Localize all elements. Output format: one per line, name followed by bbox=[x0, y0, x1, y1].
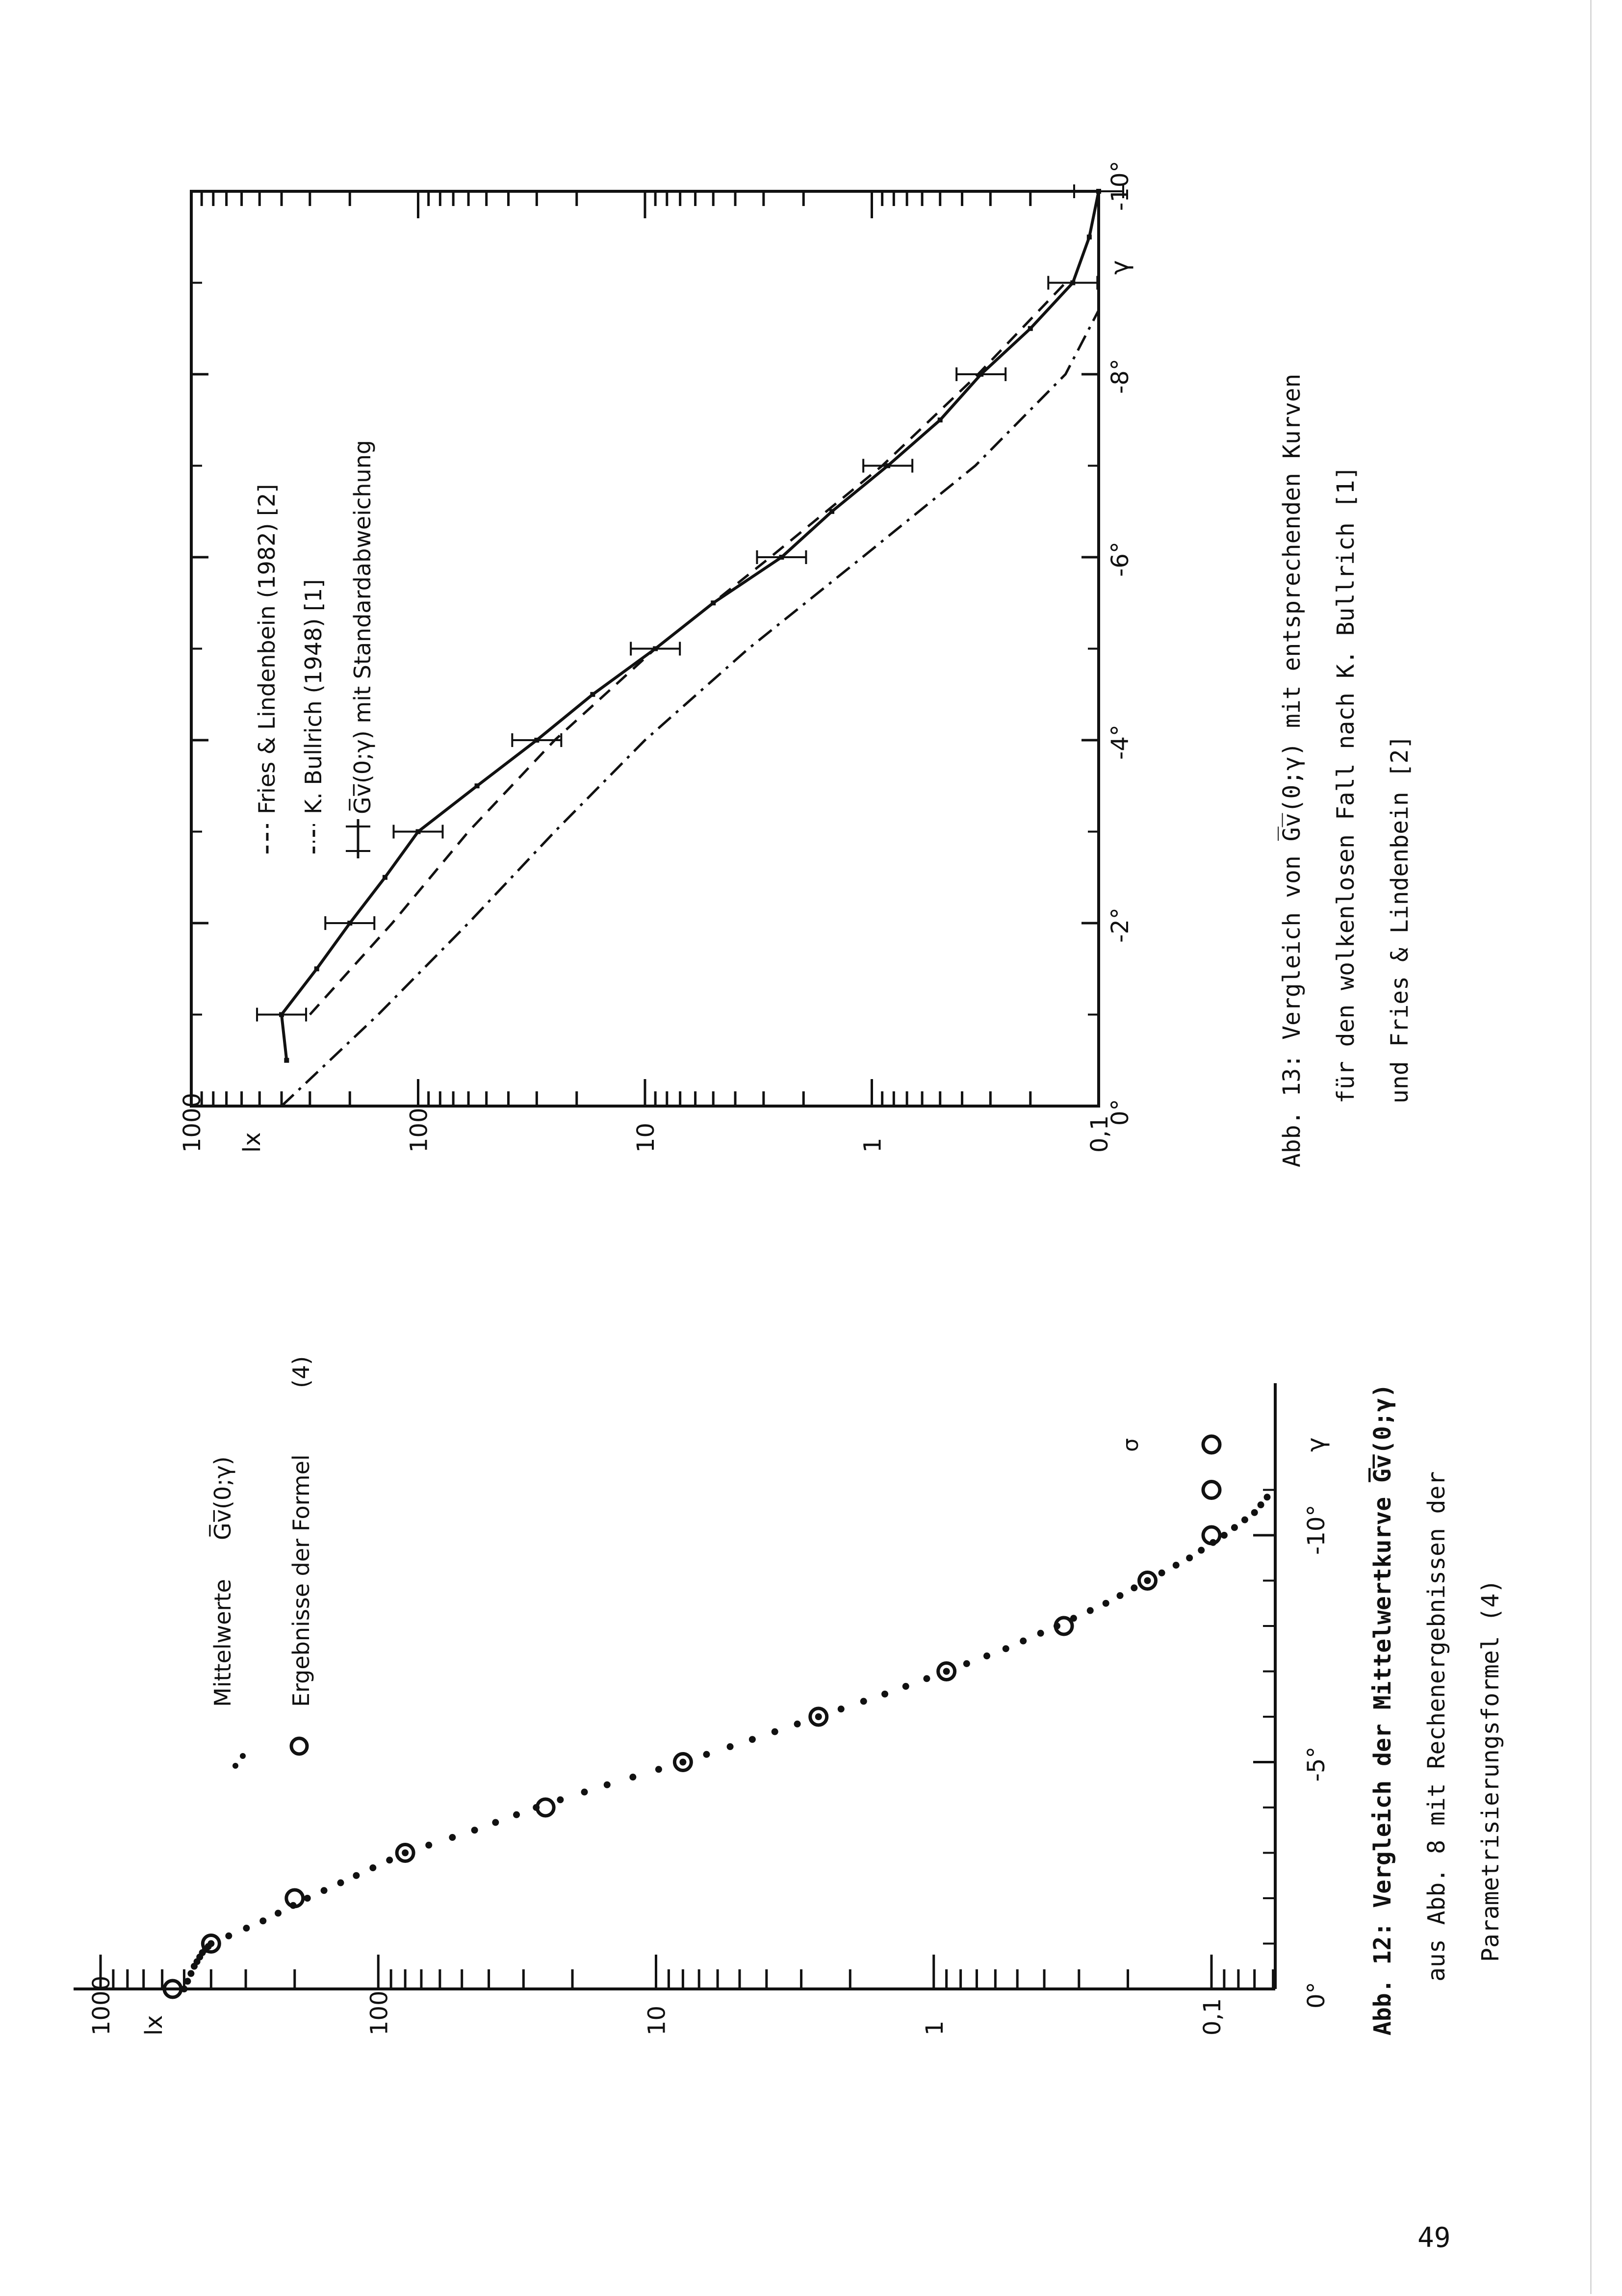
mean-value-dot bbox=[1198, 1547, 1205, 1554]
gamma-axis-tick-label: -5° bbox=[1303, 1746, 1330, 1782]
gamma-axis-tick-label: -6° bbox=[1107, 542, 1134, 577]
mean-value-dot bbox=[1117, 1592, 1124, 1599]
value-axis-tick-label: 0,1 bbox=[1086, 1115, 1113, 1153]
gamma-axis-tick-label: -10° bbox=[1107, 160, 1134, 211]
mean-value-dot bbox=[1020, 1638, 1027, 1645]
mean-value-dot bbox=[1241, 1517, 1248, 1523]
mean-point bbox=[590, 692, 595, 697]
mean-point bbox=[383, 875, 387, 880]
mean-value-dot bbox=[207, 1940, 214, 1947]
gamma-axis-tick-label: 0° bbox=[1303, 1982, 1330, 2009]
figure-13-caption-line: Abb. 13: Vergleich von G̅v̅(0;γ) mit entsprechenden Kurven bbox=[1278, 373, 1306, 1167]
mean-value-dot bbox=[679, 1759, 686, 1766]
mean-value-dot bbox=[815, 1713, 822, 1720]
mean-value-dot bbox=[243, 1925, 250, 1932]
formula-result-point bbox=[1203, 1436, 1220, 1453]
mean-value-dot bbox=[449, 1834, 456, 1841]
gamma-axis-tick-label: -10° bbox=[1303, 1504, 1330, 1555]
mean-value-dot bbox=[881, 1691, 888, 1698]
mean-value-dot bbox=[902, 1683, 909, 1690]
mean-value-dot bbox=[963, 1660, 970, 1667]
value-axis-tick-label: 1 bbox=[921, 2020, 949, 2036]
mean-point bbox=[284, 1058, 289, 1063]
mean-value-dot bbox=[275, 1910, 282, 1917]
fries-lindenbein-curve bbox=[310, 283, 1066, 1015]
legend-formula-label: Ergebnisse der Formel bbox=[288, 1454, 314, 1707]
mean-value-dot bbox=[425, 1842, 432, 1849]
gamma-axis-label: γ bbox=[1106, 260, 1134, 275]
value-axis-tick-label: 100 bbox=[405, 1108, 433, 1153]
legend-circle-marker bbox=[291, 1738, 307, 1754]
mean-value-dot bbox=[860, 1698, 867, 1705]
mean-stddev-curve bbox=[282, 191, 1099, 1060]
gamma-axis-tick-label: -8° bbox=[1107, 359, 1134, 394]
figure-12 bbox=[74, 1356, 1504, 2036]
legend-mean-label: G̅v̅(0;γ) mit Standardabweichung bbox=[349, 440, 376, 814]
figure-12-caption-line: Abb. 12: Vergleich der Mittelwertkurve G̅v̅(0;γ) bbox=[1369, 1383, 1396, 2036]
mean-point bbox=[1087, 234, 1092, 239]
mean-value-dot bbox=[353, 1872, 360, 1879]
legend-mean-formula: G̅v̅(0;γ) bbox=[209, 1456, 236, 1540]
mean-point bbox=[829, 509, 834, 514]
mean-value-dot bbox=[655, 1766, 662, 1773]
mean-value-dot bbox=[772, 1728, 778, 1735]
legend-formula-ref: (4) bbox=[288, 1356, 314, 1388]
legend-fries-label: Fries & Lindenbein (1982) [2] bbox=[254, 484, 280, 814]
mean-value-dot bbox=[983, 1652, 990, 1659]
figure-12-caption-line: Parametrisierungsformel (4) bbox=[1477, 1579, 1504, 1962]
mean-value-dot bbox=[321, 1887, 328, 1894]
mean-value-dot bbox=[703, 1751, 710, 1758]
mean-point bbox=[475, 783, 480, 788]
mean-value-dot bbox=[259, 1917, 266, 1924]
value-axis-tick-label: 10 bbox=[643, 2005, 671, 2036]
value-axis-tick-label: 1000 bbox=[179, 1092, 206, 1153]
value-axis-label: lx bbox=[238, 1132, 266, 1153]
mean-value-dot bbox=[581, 1789, 588, 1796]
mean-value-dot bbox=[727, 1743, 734, 1750]
mean-value-dot bbox=[184, 1978, 191, 1985]
value-axis-tick-label: 100 bbox=[365, 1990, 393, 2036]
mean-value-dot bbox=[1173, 1562, 1180, 1569]
bullrich-curve bbox=[282, 310, 1099, 1107]
mean-value-dot bbox=[1103, 1600, 1109, 1607]
mean-point bbox=[938, 417, 943, 422]
mean-value-dot bbox=[513, 1811, 520, 1818]
mean-value-dot bbox=[402, 1850, 409, 1857]
mean-value-dot bbox=[749, 1736, 756, 1743]
gamma-axis-tick-label: 0° bbox=[1107, 1099, 1134, 1126]
legend-dot-marker bbox=[240, 1753, 246, 1759]
mean-value-dot bbox=[386, 1857, 393, 1863]
figure-13 bbox=[179, 161, 1414, 1167]
value-axis-tick-label: 0,1 bbox=[1199, 1998, 1226, 2036]
mean-value-dot bbox=[1131, 1584, 1137, 1591]
mean-value-dot bbox=[225, 1933, 232, 1939]
mean-value-dot bbox=[1221, 1532, 1228, 1539]
mean-value-dot bbox=[1186, 1554, 1193, 1561]
figure-13-caption-line: und Fries & Lindenbein [2] bbox=[1386, 735, 1414, 1104]
mean-value-dot bbox=[1003, 1645, 1009, 1652]
mean-value-dot bbox=[629, 1774, 636, 1780]
mean-value-dot bbox=[1144, 1577, 1151, 1584]
gamma-axis-tick-label: -2° bbox=[1107, 907, 1134, 943]
legend-bullrich-label: K. Bullrich (1948) [1] bbox=[300, 579, 327, 814]
mean-value-dot bbox=[794, 1721, 801, 1728]
mean-value-dot bbox=[187, 1970, 194, 1977]
mean-value-dot bbox=[838, 1705, 845, 1712]
value-axis-tick-label: 1000 bbox=[88, 1975, 115, 2036]
mean-value-dot bbox=[604, 1781, 611, 1788]
figure-13-caption-line: für den wolkenlosen Fall nach K. Bullrich [1] bbox=[1332, 465, 1360, 1104]
legend-mean-label: Mittelwerte bbox=[209, 1579, 236, 1707]
mean-point bbox=[314, 966, 319, 971]
value-axis-label: lx bbox=[140, 2015, 168, 2036]
mean-value-dot bbox=[1251, 1509, 1258, 1516]
legend-dot-marker bbox=[232, 1763, 238, 1769]
mean-value-dot bbox=[304, 1895, 311, 1902]
value-axis-tick-label: 10 bbox=[632, 1122, 660, 1153]
gamma-axis-tick-label: -4° bbox=[1107, 724, 1134, 760]
value-axis-tick-label: 1 bbox=[859, 1137, 887, 1153]
gamma-axis-label: γ bbox=[1302, 1437, 1330, 1452]
mean-value-dot bbox=[943, 1668, 950, 1675]
mean-point bbox=[1028, 326, 1033, 331]
sigma-label: σ bbox=[1118, 1438, 1143, 1452]
page-number: 49 bbox=[1417, 2222, 1451, 2254]
mean-value-dot bbox=[337, 1880, 344, 1886]
mean-value-dot bbox=[1037, 1630, 1044, 1637]
scan-edge-line bbox=[1590, 0, 1592, 2294]
mean-value-dot bbox=[471, 1827, 478, 1833]
formula-result-point bbox=[537, 1799, 554, 1816]
figure-12-caption-line: aus Abb. 8 mit Rechenergebnissen der bbox=[1423, 1471, 1450, 1982]
formula-result-point bbox=[1203, 1482, 1220, 1498]
mean-value-dot bbox=[923, 1675, 930, 1682]
mean-value-dot bbox=[1258, 1501, 1264, 1508]
mean-value-dot bbox=[492, 1819, 499, 1826]
mean-value-dot bbox=[369, 1864, 376, 1871]
mean-value-dot bbox=[1087, 1607, 1094, 1614]
mean-value-dot bbox=[557, 1796, 564, 1803]
mean-value-dot bbox=[1263, 1494, 1270, 1500]
mean-value-dot bbox=[1231, 1524, 1238, 1531]
mean-point bbox=[711, 600, 716, 605]
mean-value-dot bbox=[1159, 1570, 1165, 1576]
